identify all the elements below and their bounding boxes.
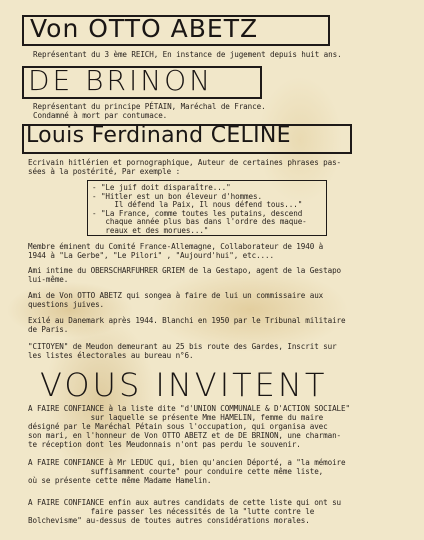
paragraph-line: Membre éminent du Comité France-Allemagne, Collaborateur de 1940 à — [28, 242, 324, 251]
paragraph-line: Bolchevisme" au-dessus de toutes autres considérations morales. — [28, 516, 310, 525]
paragraph-line: où se présente cette même Madame Hamelin. — [28, 476, 212, 485]
heading-brinon: DE BRINON — [28, 64, 214, 97]
paragraph-line: de Paris. — [28, 325, 69, 334]
line-abetz: Représentant du 3 ème REICH, En instance de jugement depuis huit ans. — [33, 50, 342, 59]
paragraph-line: les listes électorales au bureau n°6. — [28, 351, 194, 360]
paragraph-line: A FAIRE CONFIANCE à Mr LEDUC qui, bien qu'ancien Déporté, a "la mémoire — [28, 458, 346, 467]
quote-line: - "Le juif doit disparaître..." — [92, 183, 231, 192]
vous-invitent-heading: VOUS INVITENT — [40, 366, 328, 404]
paragraph-line: 1944 à "La Gerbe", "Le Pilori" , "Aujourd'hui", etc.... — [28, 251, 274, 260]
heading-abetz: Von OTTO ABETZ — [30, 14, 259, 43]
line-celine-a: Ecrivain hitlérien et pornographique, Auteur de certaines phrases pas- — [28, 158, 342, 167]
paragraph-line: faire passer les nécessités de la "lutte contre le — [28, 507, 315, 516]
quote-line: reaux et des morues..." — [92, 226, 209, 235]
paragraph-line: questions juives. — [28, 300, 105, 309]
paragraph-line: A FAIRE CONFIANCE à la liste dite "d'UNION COMMUNALE & D'ACTION SOCIALE" — [28, 404, 350, 413]
paragraph-line: te réception dont les Meudonnais n'ont pas perdu le souvenir. — [28, 440, 301, 449]
paragraph-line: Ami de Von OTTO ABETZ qui songea à faire de lui un commissaire aux — [28, 291, 324, 300]
line-brinon-b: Condamné à mort par contumace. — [33, 111, 168, 120]
heading-celine: Louis Ferdinand CELINE — [26, 123, 291, 148]
paragraph-line: son mari, en l'honneur de Von OTTO ABETZ et de DE BRINON, une charman- — [28, 431, 342, 440]
paragraph-line: Exilé au Danemark après 1944. Blanchi en 1950 par le Tribunal militaire — [28, 316, 346, 325]
quote-line: chaque année plus bas dans l'ordre des maque- — [92, 217, 307, 226]
quote-line: - "Hitler est un bon éleveur d'hommes. — [92, 192, 262, 201]
quote-line: - "La France, comme toutes les putains, descend — [92, 209, 303, 218]
paragraph-line: A FAIRE CONFIANCE enfin aux autres candidats de cette liste qui ont su — [28, 498, 342, 507]
paragraph-line: Ami intime du OBERSCHARFUHRER GRIEM de la Gestapo, agent de la Gestapo — [28, 266, 342, 275]
paragraph-line: désigné par le Maréchal Pétain sous l'occupation, qui organisa avec — [28, 422, 328, 431]
paragraph-line: sur laquelle se présente Mme HAMELIN, femme du maire — [28, 413, 324, 422]
line-celine-b: sées à la postérité, Par exemple : — [28, 167, 181, 176]
paragraph-line: "CITOYEN" de Meudon demeurant au 25 bis route des Gardes, Inscrit sur — [28, 342, 337, 351]
paragraph-line: suffisamment courte" pour conduire cette même liste, — [28, 467, 324, 476]
line-brinon-a: Représentant du principe PÉTAIN, Maréchal de France. — [33, 102, 266, 111]
quote-line: Il défend la Paix, Il nous défend tous..." — [92, 200, 303, 209]
paragraph-line: lui-même. — [28, 275, 69, 284]
